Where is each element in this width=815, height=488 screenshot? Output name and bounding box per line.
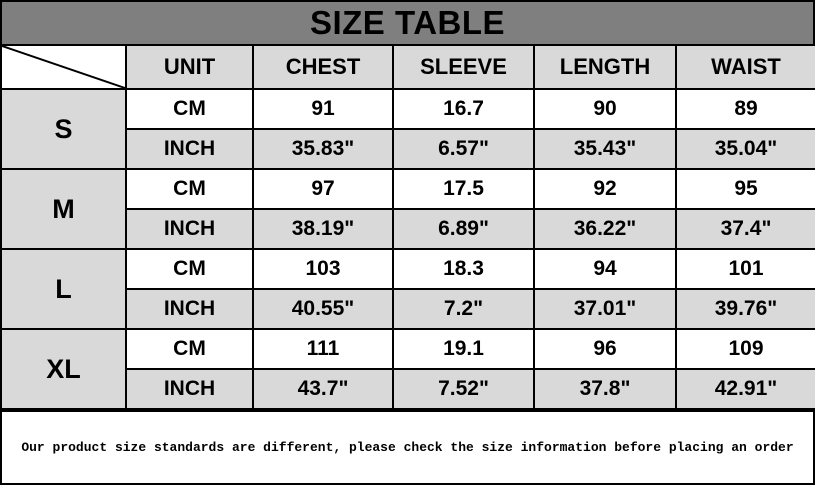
value-cell: 96: [534, 329, 676, 369]
title-bar: [0, 0, 815, 44]
unit-cell: CM: [126, 249, 253, 289]
unit-cell: INCH: [126, 289, 253, 329]
size-label-l: L: [1, 249, 126, 329]
value-cell: 97: [253, 169, 393, 209]
value-cell: 90: [534, 89, 676, 129]
value-cell: 7.52": [393, 369, 534, 409]
value-cell: 101: [676, 249, 815, 289]
unit-cell: CM: [126, 169, 253, 209]
value-cell: 35.43": [534, 129, 676, 169]
value-cell: 37.8": [534, 369, 676, 409]
page-title: SIZE TABLE: [309, 4, 506, 41]
value-cell: 35.04": [676, 129, 815, 169]
table-row: [1, 329, 815, 369]
value-cell: 6.89": [393, 209, 534, 249]
value-cell: 103: [253, 249, 393, 289]
footnote-box: [0, 410, 815, 485]
value-cell: 43.7": [253, 369, 393, 409]
value-cell: 111: [253, 329, 393, 369]
value-cell: 92: [534, 169, 676, 209]
value-cell: 17.5: [393, 169, 534, 209]
value-cell: 7.2": [393, 289, 534, 329]
size-label-m: M: [1, 169, 126, 249]
value-cell: 6.57": [393, 129, 534, 169]
value-cell: 89: [676, 89, 815, 129]
footnote-text: Our product size standards are different, please check the size information before placing an order: [21, 440, 794, 455]
column-header-unit: UNIT: [126, 45, 253, 89]
column-header-length: LENGTH: [534, 45, 676, 89]
value-cell: 16.7: [393, 89, 534, 129]
value-cell: 39.76": [676, 289, 815, 329]
value-cell: 42.91": [676, 369, 815, 409]
value-cell: 37.01": [534, 289, 676, 329]
value-cell: 40.55": [253, 289, 393, 329]
value-cell: 38.19": [253, 209, 393, 249]
column-header-chest: CHEST: [253, 45, 393, 89]
unit-cell: CM: [126, 89, 253, 129]
diagonal-line-icon: [2, 46, 125, 88]
column-header-waist: WAIST: [676, 45, 815, 89]
unit-cell: CM: [126, 329, 253, 369]
column-header-sleeve: SLEEVE: [393, 45, 534, 89]
value-cell: 94: [534, 249, 676, 289]
value-cell: 18.3: [393, 249, 534, 289]
table-row: [1, 89, 815, 129]
value-cell: 35.83": [253, 129, 393, 169]
value-cell: 37.4": [676, 209, 815, 249]
unit-cell: INCH: [126, 129, 253, 169]
header-row: [1, 45, 815, 89]
value-cell: 91: [253, 89, 393, 129]
table-row: [1, 169, 815, 209]
value-cell: 109: [676, 329, 815, 369]
size-table: [0, 44, 815, 410]
value-cell: 19.1: [393, 329, 534, 369]
size-label-s: S: [1, 89, 126, 169]
value-cell: 36.22": [534, 209, 676, 249]
table-row: [1, 249, 815, 289]
value-cell: 95: [676, 169, 815, 209]
unit-cell: INCH: [126, 369, 253, 409]
size-label-xl: XL: [1, 329, 126, 409]
unit-cell: INCH: [126, 209, 253, 249]
corner-diagonal-cell: [1, 45, 126, 89]
